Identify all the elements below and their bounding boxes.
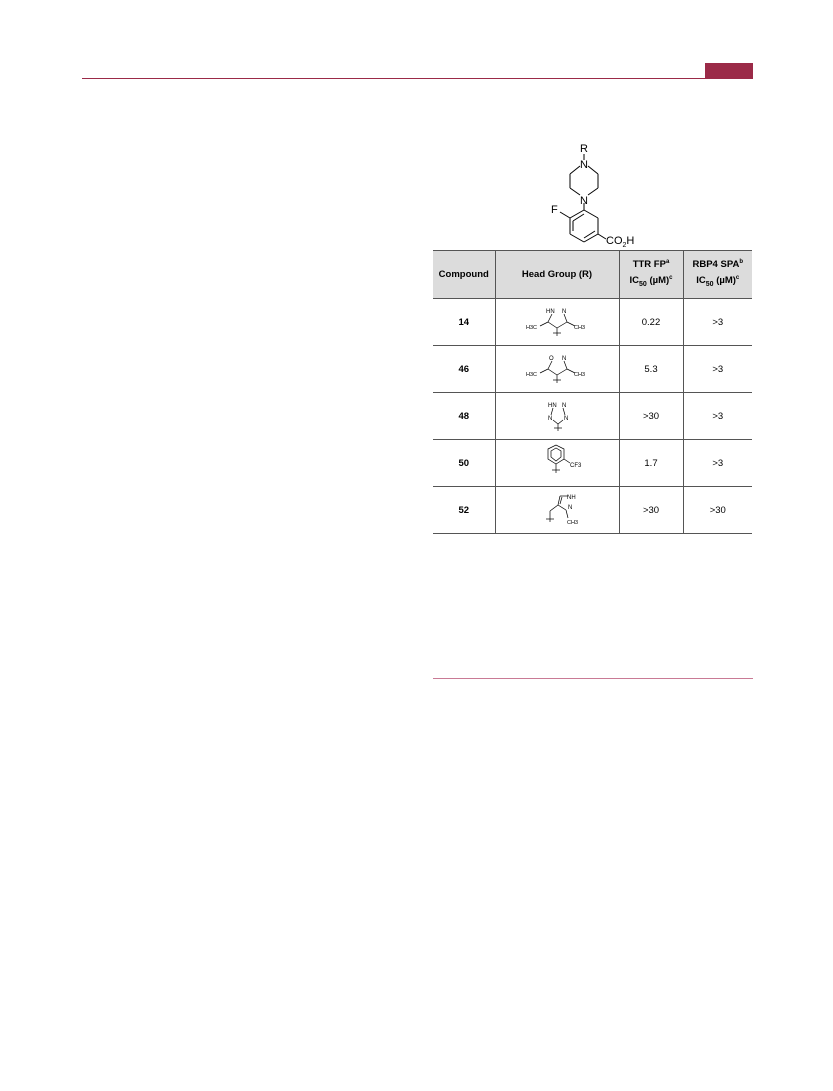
table-row (433, 299, 752, 346)
svg-text:N: N (564, 415, 569, 422)
head-group-column-header: Head Group (R) (495, 251, 619, 299)
ttr-value: 1.7 (619, 440, 683, 487)
header-rule (82, 78, 753, 79)
table-row (433, 487, 752, 534)
scaffold-n-top-label: N (580, 159, 588, 171)
svg-text:N: N (562, 402, 567, 409)
trifluoromethylphenyl-structure (522, 443, 592, 481)
table-row (433, 346, 752, 393)
rbp4-value: >3 (683, 299, 752, 346)
head-group-structure (495, 299, 619, 346)
rbp4-value: >30 (683, 487, 752, 534)
svg-text:H3C: H3C (526, 324, 538, 331)
rbp4-value: >3 (683, 393, 752, 440)
svg-text:CH3: CH3 (574, 324, 586, 331)
svg-text:N: N (548, 415, 553, 422)
scaffold-acid-label: $CO_2H$ (606, 235, 635, 248)
compound-id: 50 (433, 440, 495, 487)
rbp4-column-header: RBP4 SPA$^b$ $IC_{50}$ $(\mu M)^c$ (683, 251, 752, 299)
scaffold-n-bottom-label: N (580, 195, 588, 207)
svg-text:H3C: H3C (526, 371, 538, 378)
svg-text:N: N (562, 308, 567, 315)
svg-text:CF3: CF3 (570, 462, 582, 469)
compound-id: 46 (433, 346, 495, 393)
scaffold-f-label: F (551, 204, 558, 216)
scaffold-r-label: R (580, 143, 588, 155)
svg-text:N: N (562, 355, 567, 362)
compound-id: 48 (433, 393, 495, 440)
head-group-structure (495, 487, 619, 534)
header-tab (705, 63, 753, 79)
table-row (433, 393, 752, 440)
rbp4-value: >3 (683, 440, 752, 487)
head-group-structure (495, 346, 619, 393)
head-group-structure (495, 440, 619, 487)
head-group-structure (495, 393, 619, 440)
svg-text:HN: HN (548, 402, 557, 409)
ttr-column-header: TTR $FP^a$ $IC_{50}$ $(\mu M)^c$ (619, 251, 683, 299)
footer-rule (433, 678, 753, 679)
svg-text:N: N (568, 504, 573, 511)
rbp4-value: >3 (683, 346, 752, 393)
pyrazole-structure (522, 304, 592, 338)
compound-table (433, 250, 752, 534)
isoxazole-structure (522, 351, 592, 385)
compound-column-header: Compound (433, 251, 495, 299)
compound-id: 52 (433, 487, 495, 534)
methylpyrazole-structure (522, 490, 592, 528)
ttr-value: 0.22 (619, 299, 683, 346)
ttr-value: >30 (619, 393, 683, 440)
svg-text:CH3: CH3 (567, 519, 579, 526)
svg-text:O: O (549, 355, 554, 362)
ttr-value: >30 (619, 487, 683, 534)
ttr-value: 5.3 (619, 346, 683, 393)
table-row (433, 440, 752, 487)
scaffold-structure (540, 138, 670, 248)
svg-text:HN: HN (546, 308, 555, 315)
compound-id: 14 (433, 299, 495, 346)
svg-text:NH: NH (567, 494, 576, 501)
tetrazole-structure (522, 398, 592, 432)
table-header-row (433, 251, 752, 299)
svg-text:CH3: CH3 (574, 371, 586, 378)
